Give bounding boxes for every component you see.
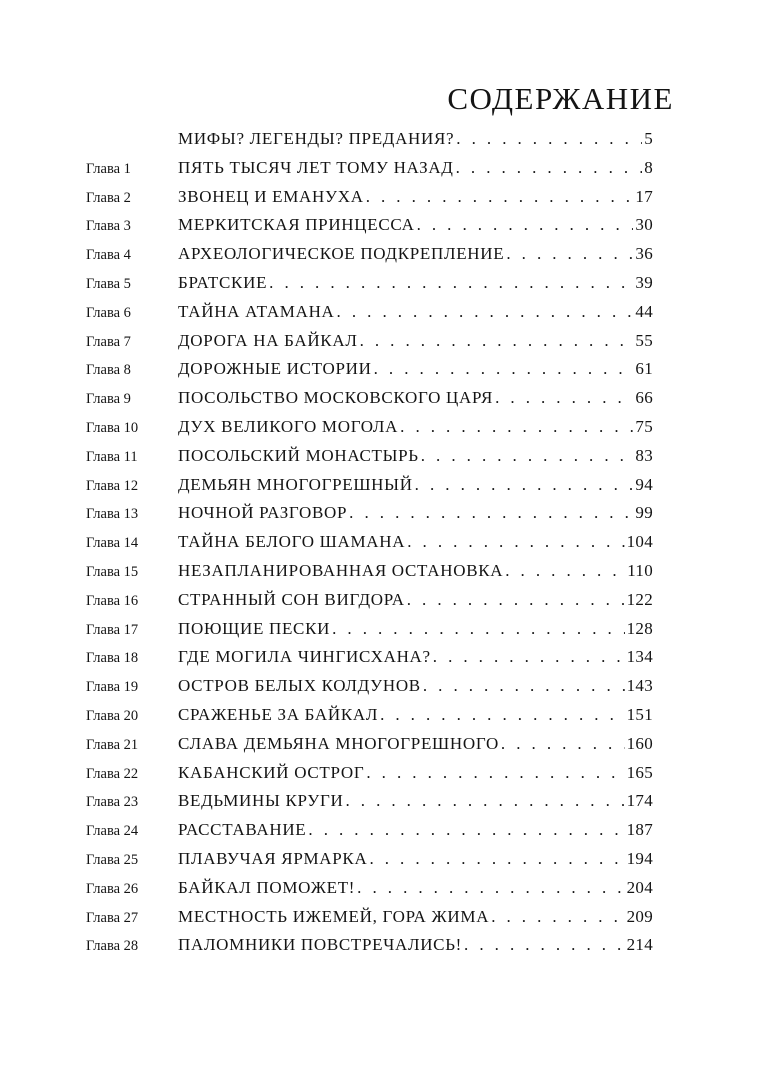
entry-line	[178, 528, 653, 556]
entry-line	[178, 183, 653, 211]
page-number: 36	[635, 244, 653, 264]
entry-line	[178, 759, 653, 787]
chapter-label: Глава 21	[86, 736, 139, 753]
entry-title: ПЯТЬ ТЫСЯЧ ЛЕТ ТОМУ НАЗАД	[178, 157, 454, 177]
entry-line	[178, 442, 653, 470]
dot-leader	[369, 845, 624, 873]
toc-entry	[0, 672, 761, 701]
toc-entry	[0, 931, 761, 960]
entry-title: КАБАНСКИЙ ОСТРОГ	[178, 762, 365, 782]
entry-title: ОСТРОВ БЕЛЫХ КОЛДУНОВ	[178, 676, 421, 696]
dot-leader	[366, 183, 634, 211]
page-number: 66	[635, 388, 653, 408]
entry-line	[178, 384, 653, 412]
page-number: 204	[626, 877, 653, 897]
entry-title: СТРАННЫЙ СОН ВИГДОРА	[178, 589, 405, 609]
chapter-label: Глава 20	[86, 707, 139, 724]
entry-line	[178, 586, 653, 614]
chapter-label: Глава 27	[86, 909, 139, 926]
toc-entry	[0, 701, 761, 730]
toc-entry	[0, 442, 761, 471]
toc-entry	[0, 557, 761, 586]
entry-line	[178, 816, 653, 844]
chapter-label: Глава 14	[86, 535, 139, 552]
chapter-label: Глава 12	[86, 477, 139, 494]
dot-leader	[345, 787, 624, 815]
toc-entry	[0, 615, 761, 644]
dot-leader	[360, 327, 634, 355]
dot-leader	[456, 154, 643, 182]
toc-entry	[0, 816, 761, 845]
entry-title: ДЕМЬЯН МНОГОГРЕШНЫЙ	[178, 474, 413, 494]
chapter-label: Глава 17	[86, 621, 139, 638]
entry-title: МЕРКИТСКАЯ ПРИНЦЕССА	[178, 215, 415, 235]
chapter-label: Глава 28	[86, 938, 139, 955]
entry-title: ПЛАВУЧАЯ ЯРМАРКА	[178, 848, 368, 868]
chapter-label: Глава 24	[86, 823, 139, 840]
page-number: 8	[644, 157, 653, 177]
dot-leader	[456, 125, 642, 153]
entry-title: СЛАВА ДЕМЬЯНА МНОГОГРЕШНОГО	[178, 733, 499, 753]
entry-line	[178, 874, 653, 902]
toc-entry	[0, 298, 761, 327]
dot-leader	[506, 240, 633, 268]
chapter-label: Глава 3	[86, 218, 131, 235]
toc-entry	[0, 211, 761, 240]
entry-title: НОЧНОЙ РАЗГОВОР	[178, 503, 348, 523]
toc-entry	[0, 125, 761, 154]
chapter-label: Глава 13	[86, 506, 139, 523]
entry-line	[178, 903, 653, 931]
entry-title: ГДЕ МОГИЛА ЧИНГИСХАНА?	[178, 647, 431, 667]
dot-leader	[374, 355, 634, 383]
chapter-label: Глава 1	[86, 160, 131, 177]
page-number: 110	[627, 560, 653, 580]
dot-leader	[308, 816, 624, 844]
entry-line	[178, 845, 653, 873]
dot-leader	[366, 759, 624, 787]
chapter-label: Глава 2	[86, 189, 131, 206]
entry-title: НЕЗАПЛАНИРОВАННАЯ ОСТАНОВКА	[178, 560, 504, 580]
entry-line	[178, 413, 653, 441]
chapter-label: Глава 23	[86, 794, 139, 811]
dot-leader	[407, 528, 624, 556]
chapter-label: Глава 18	[86, 650, 139, 667]
entry-line	[178, 355, 653, 383]
page-number: 55	[635, 330, 653, 350]
toc-entry	[0, 384, 761, 413]
page-number: 122	[626, 589, 653, 609]
toc-entry	[0, 413, 761, 442]
entry-title: РАССТАВАНИЕ	[178, 820, 307, 840]
page-number: 143	[626, 676, 653, 696]
entry-title: ТАЙНА АТАМАНА	[178, 301, 335, 321]
table-of-contents	[0, 125, 761, 960]
page-number: 165	[626, 762, 653, 782]
entry-title: МЕСТНОСТЬ ИЖЕМЕЙ, ГОРА ЖИМА	[178, 906, 490, 926]
dot-leader	[357, 874, 624, 902]
page-number: 160	[626, 733, 653, 753]
page-number: 134	[626, 647, 653, 667]
entry-title: ПАЛОМНИКИ ПОВСТРЕЧАЛИСЬ!	[178, 935, 463, 955]
entry-line	[178, 787, 653, 815]
dot-leader	[433, 643, 625, 671]
chapter-label: Глава 7	[86, 333, 131, 350]
dot-leader	[505, 557, 625, 585]
entry-title: СРАЖЕНЬЕ ЗА БАЙКАЛ	[178, 704, 379, 724]
page-number: 5	[644, 129, 653, 148]
page-number: 61	[635, 359, 653, 379]
dot-leader	[421, 442, 634, 470]
entry-line	[178, 240, 653, 268]
chapter-label: Глава 11	[86, 448, 138, 465]
toc-entry	[0, 471, 761, 500]
page-number: 187	[626, 820, 653, 840]
entry-title: ВЕДЬМИНЫ КРУГИ	[178, 791, 344, 811]
chapter-label: Глава 19	[86, 679, 139, 696]
chapter-label: Глава 10	[86, 419, 139, 436]
page-number: 128	[626, 618, 653, 638]
entry-line	[178, 643, 653, 671]
page-number: 174	[626, 791, 653, 811]
page-number: 94	[635, 474, 653, 494]
page-number: 17	[635, 186, 653, 206]
entry-title: ПОЮЩИЕ ПЕСКИ	[178, 618, 331, 638]
page-number: 151	[626, 704, 653, 724]
dot-leader	[464, 931, 625, 959]
chapter-label: Глава 4	[86, 247, 131, 264]
toc-entry	[0, 845, 761, 874]
dot-leader	[417, 211, 634, 239]
toc-entry	[0, 730, 761, 759]
entry-line	[178, 672, 653, 700]
entry-title: ДОРОГА НА БАЙКАЛ	[178, 330, 358, 350]
entry-title: БАЙКАЛ ПОМОЖЕТ!	[178, 877, 356, 897]
entry-title: ДУХ ВЕЛИКОГО МОГОЛА	[178, 416, 399, 436]
entry-title: ТАЙНА БЕЛОГО ШАМАНА	[178, 532, 406, 552]
entry-line	[178, 211, 653, 239]
page-title: СОДЕРЖАНИЕ	[447, 80, 674, 116]
page-number: 99	[635, 503, 653, 523]
entry-title: ДОРОЖНЫЕ ИСТОРИИ	[178, 359, 372, 379]
page-number: 30	[635, 215, 653, 235]
entry-line	[178, 269, 653, 297]
entry-line	[178, 557, 653, 585]
toc-entry	[0, 269, 761, 298]
page-number: 194	[626, 848, 653, 868]
toc-entry	[0, 874, 761, 903]
entry-line	[178, 298, 653, 326]
toc-entry	[0, 903, 761, 932]
entry-line	[178, 125, 653, 153]
dot-leader	[332, 615, 624, 643]
page-number: 83	[635, 445, 653, 465]
chapter-label: Глава 15	[86, 563, 139, 580]
toc-entry	[0, 327, 761, 356]
entry-line	[178, 327, 653, 355]
dot-leader	[400, 413, 633, 441]
page-number: 214	[626, 935, 653, 955]
entry-title: ЗВОНЕЦ И ЕМАНУХА	[178, 186, 364, 206]
entry-title: АРХЕОЛОГИЧЕСКОЕ ПОДКРЕПЛЕНИЕ	[178, 244, 505, 264]
dot-leader	[495, 384, 633, 412]
chapter-label: Глава 26	[86, 880, 139, 897]
toc-entry	[0, 528, 761, 557]
page-number: 104	[626, 532, 653, 552]
chapter-label: Глава 8	[86, 362, 131, 379]
chapter-label: Глава 6	[86, 304, 131, 321]
toc-entry	[0, 355, 761, 384]
dot-leader	[337, 298, 634, 326]
page-number: 75	[635, 416, 653, 436]
dot-leader	[491, 903, 624, 931]
dot-leader	[269, 269, 633, 297]
toc-entry	[0, 183, 761, 212]
entry-title: ПОСОЛЬСКИЙ МОНАСТЫРЬ	[178, 445, 419, 465]
toc-entry	[0, 787, 761, 816]
chapter-label: Глава 16	[86, 592, 139, 609]
toc-entry	[0, 643, 761, 672]
entry-title: ПОСОЛЬСТВО МОСКОВСКОГО ЦАРЯ	[178, 388, 494, 408]
dot-leader	[423, 672, 625, 700]
dot-leader	[415, 471, 634, 499]
chapter-label: Глава 25	[86, 851, 139, 868]
entry-line	[178, 499, 653, 527]
dot-leader	[501, 730, 625, 758]
toc-entry	[0, 759, 761, 788]
page-number: 39	[635, 272, 653, 292]
chapter-label: Глава 22	[86, 765, 139, 782]
entry-line	[178, 701, 653, 729]
toc-entry	[0, 586, 761, 615]
dot-leader	[349, 499, 633, 527]
entry-line	[178, 471, 653, 499]
dot-leader	[407, 586, 625, 614]
entry-title: МИФЫ? ЛЕГЕНДЫ? ПРЕДАНИЯ?	[178, 129, 455, 148]
entry-line	[178, 730, 653, 758]
chapter-label: Глава 9	[86, 391, 131, 408]
chapter-label: Глава 5	[86, 275, 131, 292]
dot-leader	[380, 701, 625, 729]
page-number: 44	[635, 301, 653, 321]
entry-line	[178, 931, 653, 959]
toc-entry	[0, 240, 761, 269]
entry-line	[178, 615, 653, 643]
toc-entry	[0, 499, 761, 528]
entry-title: БРАТСКИЕ	[178, 272, 268, 292]
toc-entry	[0, 154, 761, 183]
entry-line	[178, 154, 653, 182]
page-number: 209	[626, 906, 653, 926]
